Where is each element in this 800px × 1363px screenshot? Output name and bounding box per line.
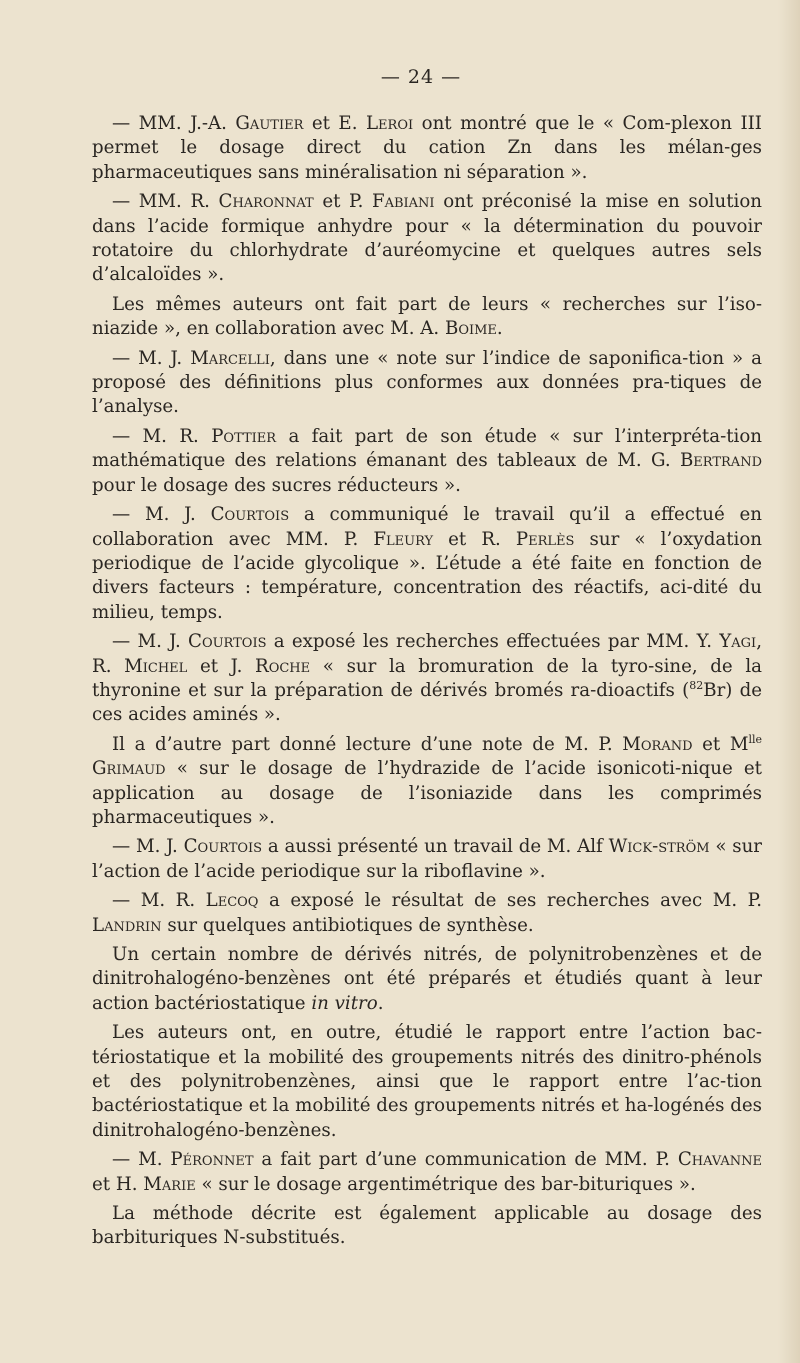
text-run: Un certain nombre de dérivés nitrés, de polynitrobenzènes et de dinitrohalogéno-benzènes ont été préparés et étudiés quant à leur action bactériostatique bbox=[92, 944, 762, 1014]
paragraph bbox=[92, 835, 762, 884]
body-text bbox=[92, 112, 762, 1251]
text-run: et P. bbox=[313, 191, 372, 213]
text-run: a communiqué le travail qu’il a effectué en collaboration avec MM. P. bbox=[92, 504, 762, 550]
paragraph bbox=[92, 943, 762, 1016]
text-run: . bbox=[496, 318, 503, 340]
text-run: et J. bbox=[187, 655, 255, 677]
page-number: — 24 — bbox=[380, 66, 462, 88]
text-run: La méthode décrite est également applicable au dosage des barbituriques N-substitués. bbox=[92, 1203, 762, 1249]
text-run: Les auteurs ont, en outre, étudié le rapport entre l’action bac-tériostatique et la mobilité des groupements nitrés des dinitro-phénols et des polynitrobenzènes, ainsi que le rapport entre l’ac-tion bactériostatique et la mobilité des groupements nitrés et ha-logénés des dinitrohalogéno-benzènes. bbox=[92, 1022, 762, 1141]
text-run: . bbox=[377, 992, 384, 1014]
text-run: Les mêmes auteurs ont fait part de leurs « recherches sur l’iso-niazide », en collaboration avec M. A. bbox=[92, 293, 762, 340]
paragraph bbox=[92, 733, 762, 831]
author-name: Marcelli bbox=[190, 347, 270, 369]
text-run: — M. J. bbox=[112, 504, 211, 526]
text-run: — M. J. bbox=[112, 631, 189, 653]
text-run: — M. R. bbox=[112, 890, 206, 912]
author-name: Roche bbox=[255, 655, 311, 677]
text-run: — MM. R. bbox=[112, 191, 219, 213]
author-name: Pottier bbox=[211, 425, 277, 447]
paragraph bbox=[92, 1021, 762, 1143]
text-run: ont montré que le « Com-plexon III permet le dosage direct du cation Zn dans les mélan-ges pharmaceutiques sans minéralisation ni séparation ». bbox=[92, 113, 762, 183]
text-run: a exposé le résultat de ses recherches avec M. P. bbox=[258, 890, 762, 912]
text-run: Il a d’autre part donné lecture d’une note de M. P. bbox=[112, 733, 623, 755]
text-run: pour le dosage des sucres réducteurs ». bbox=[92, 474, 461, 496]
author-name: Michel bbox=[124, 655, 188, 677]
author-name: Fabiani bbox=[371, 191, 435, 213]
text-run: — M. J. bbox=[112, 836, 184, 858]
text-run: — M. bbox=[112, 1149, 171, 1171]
text-run: sur quelques antibiotiques de synthèse. bbox=[161, 914, 534, 936]
paragraph bbox=[92, 1202, 762, 1251]
text-run: « sur l’action de l’acide periodique sur la riboflavine ». bbox=[92, 836, 762, 882]
page-edge-shadow bbox=[778, 0, 800, 1363]
author-name: Yagi bbox=[719, 631, 757, 653]
author-name: Leroi bbox=[365, 113, 414, 134]
text-run: , dans une « note sur l’indice de saponifica-tion » a proposé des définitions plus conformes aux données pra-tiques de l’analyse. bbox=[92, 347, 762, 418]
author-name: Perlès bbox=[515, 528, 575, 550]
author-name: Courtois bbox=[183, 836, 263, 858]
author-name: Wick-ström bbox=[608, 836, 710, 858]
text-run: « sur le dosage de l’hydrazide de l’acide isonicoti-nique et application au dosage de l’isoniazide dans les comprimés pharmaceutiques ». bbox=[92, 758, 762, 828]
text-run: — M. R. bbox=[112, 425, 212, 447]
author-name: Morand bbox=[622, 733, 693, 755]
text-run: a fait part d’une communication de MM. P. bbox=[253, 1149, 678, 1171]
text-run: a fait part de son étude « sur l’interpréta-tion mathématique des relations émanant des tableaux de M. G. bbox=[92, 425, 762, 472]
text-run: « sur le dosage argentimétrique des bar-bituriques ». bbox=[195, 1173, 696, 1195]
text-run: « sur la bromuration de la tyro-sine, de la thyronine et sur la préparation de dérivés bromés ra-dioactifs ( bbox=[92, 655, 763, 701]
author-name: Marie bbox=[143, 1173, 196, 1195]
text-run: et H. bbox=[92, 1173, 144, 1195]
author-name: Grimaud bbox=[92, 758, 166, 780]
author-name: Lecoq bbox=[205, 890, 259, 912]
paragraph bbox=[92, 425, 762, 498]
author-name: Courtois bbox=[188, 631, 267, 653]
author-name: Bertrand bbox=[679, 450, 762, 472]
text-run: a aussi présenté un travail de M. Alf bbox=[262, 836, 609, 858]
paragraph bbox=[92, 889, 762, 938]
author-name: Gautier bbox=[235, 113, 304, 134]
author-name: Landrin bbox=[92, 914, 162, 936]
text-run: — M. J. bbox=[112, 347, 191, 369]
paragraph bbox=[92, 190, 762, 288]
text-run: et E. bbox=[303, 113, 366, 134]
paragraph bbox=[92, 630, 762, 728]
paragraph bbox=[92, 503, 762, 625]
author-name: Péronnet bbox=[170, 1149, 254, 1171]
title-superscript: lle bbox=[748, 732, 762, 746]
text-run: — MM. J.-A. bbox=[112, 113, 236, 134]
isotope-superscript: 82 bbox=[689, 678, 704, 692]
text-run: et R. bbox=[433, 528, 516, 550]
author-name: Fleury bbox=[373, 528, 434, 550]
text-run: et M bbox=[692, 733, 749, 755]
paragraph bbox=[92, 1148, 762, 1197]
text-run: sur « l’oxydation periodique de l’acide glycolique ». L’étude a été faite en fonction de divers facteurs : température, concentration des réactifs, aci-dité du milieu, temps. bbox=[92, 528, 762, 623]
paragraph bbox=[92, 347, 762, 420]
paragraph bbox=[92, 112, 762, 185]
text-run: a exposé les recherches effectuées par MM. Y. bbox=[266, 631, 720, 653]
author-name: Charonnat bbox=[218, 191, 314, 213]
text-run: Br) de ces acides aminés ». bbox=[92, 679, 762, 726]
text-run: ont préconisé la mise en solution dans l’acide formique anhydre pour « la détermination du pouvoir rotatoire du chlorhydrate d’auréomycine et quelques autres sels d’alcaloïdes ». bbox=[92, 191, 762, 286]
author-name: Boime bbox=[444, 318, 497, 340]
author-name: Courtois bbox=[210, 504, 290, 526]
italic-term: in vitro bbox=[311, 992, 378, 1014]
author-name: Chavanne bbox=[677, 1149, 762, 1171]
paragraph bbox=[92, 293, 762, 342]
text-run: , R. bbox=[92, 631, 762, 677]
